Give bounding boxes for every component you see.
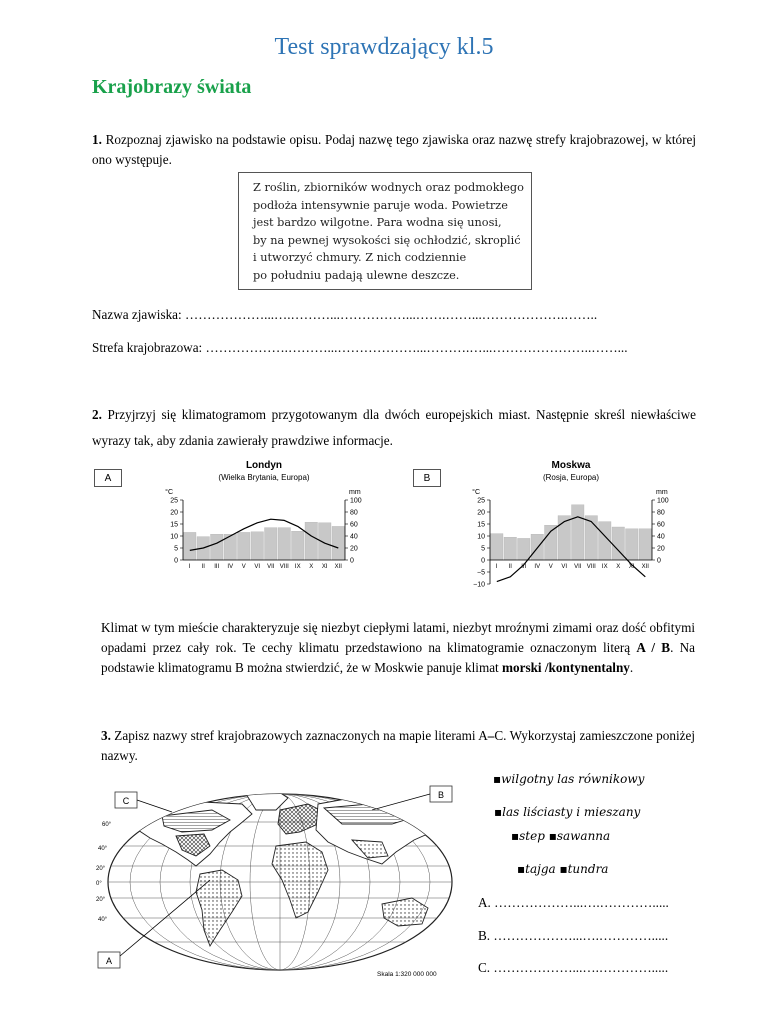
chart-letter-b: B [413, 469, 441, 487]
question-text: Zapisz nazwy stref krajobrazowych zaznaczonych na mapie literami A [114, 728, 488, 743]
svg-text:60°: 60° [102, 822, 112, 828]
left-unit: °C [472, 489, 480, 496]
precip-bar [278, 528, 291, 560]
question-text: Rozpoznaj zjawisko na podstawie opisu. Podaj nazwę tego zjawiska oraz nazwę strefy krajobrazowej, w której ono występuje [92, 132, 696, 167]
precip-bar [518, 538, 531, 560]
question-2-statement: Klimat w tym mieście charakteryzuje się niezbyt ciepłymi latami, niezbyt mroźnymi zimami oraz dość obfitymi opadami przez cały rok. Te cechy klimatu przedstawiono na klimatogramie oznaczonym literą A / B. Na podstawie klimatogramu B można stwierdzić, że w Moskwie panuje klimat morski /kontynentalny. [101, 620, 695, 675]
left-tick-label: −10 [473, 581, 485, 589]
left-tick-label: 10 [170, 533, 178, 541]
month-label: VI [561, 564, 568, 570]
precip-bar [491, 534, 504, 560]
right-tick-label: 100 [350, 497, 362, 505]
precip-bar [211, 534, 224, 560]
month-label: X [616, 564, 621, 570]
left-tick-label: 20 [477, 509, 485, 517]
question-number: 3. [101, 728, 111, 743]
month-label: II [201, 564, 205, 570]
question-3: 3. Zapisz nazwy stref krajobrazowych zaznaczonych na mapie literami A–C. Wykorzystaj zamieszczone poniżej nazwy. [101, 728, 695, 763]
left-tick-label: 15 [170, 521, 178, 529]
answer-field-c[interactable]: C. ………………...….…………..... [478, 960, 669, 975]
svg-text:40°: 40° [98, 917, 108, 923]
right-unit: mm [349, 489, 361, 496]
month-label: III [521, 564, 527, 570]
left-tick-label: 0 [174, 557, 178, 565]
precip-bar [184, 532, 197, 560]
left-tick-label: 20 [170, 509, 178, 517]
box-line: by na pewnej wysokości się ochłodzić, skroplić [253, 233, 521, 247]
precip-bar [292, 531, 305, 560]
month-label: IV [534, 564, 541, 570]
page-title: Test sprawdzający kl.5 [274, 34, 494, 60]
box-line: i utworzyć chmury. Z nich codziennie [253, 251, 467, 265]
answer-field-phenomenon[interactable]: Nazwa zjawiska: ………………...….………...……………...…….……...……………….…….. [92, 307, 598, 322]
right-tick-label: 40 [657, 533, 665, 541]
right-tick-label: 80 [350, 509, 358, 517]
left-unit: °C [165, 489, 173, 496]
month-label: IX [294, 564, 301, 570]
month-label: IV [227, 564, 234, 570]
right-tick-label: 0 [657, 557, 661, 565]
svg-text:C: C [122, 796, 130, 806]
chart-subtitle: (Rosja, Europa) [542, 473, 600, 482]
svg-text:20°: 20° [96, 866, 106, 872]
description-box [238, 172, 532, 290]
left-tick-label: 15 [477, 521, 485, 529]
answer-field-a[interactable]: A. ………………...….…………..... [478, 895, 669, 910]
right-tick-label: 60 [350, 521, 358, 529]
chart-title: Moskwa [551, 460, 591, 471]
precip-bar [531, 534, 544, 560]
answer-field-b[interactable]: B. ………………...….…………..... [478, 928, 669, 943]
map-scale: Skala 1:320 000 000 [377, 971, 437, 978]
month-label: I [495, 564, 498, 570]
month-label: V [548, 564, 553, 570]
month-label: VIII [279, 564, 289, 570]
month-label: VII [267, 564, 275, 570]
month-label: II [508, 564, 512, 570]
month-label: VII [574, 564, 582, 570]
left-tick-label: 10 [477, 533, 485, 541]
legend-item: ▪tajga ▪tundra [517, 862, 609, 876]
month-label: V [241, 564, 246, 570]
precip-bar [504, 537, 517, 560]
precip-bar [238, 532, 251, 560]
svg-text:0°: 0° [96, 881, 102, 887]
right-unit: mm [656, 489, 668, 496]
box-line: podłoża intensywnie paruje woda. Powietrze [253, 198, 508, 212]
choice-climate[interactable]: morski /kontynentalny [502, 660, 630, 675]
month-label: I [188, 564, 191, 570]
right-tick-label: 0 [350, 557, 354, 565]
chart-subtitle: (Wielka Brytania, Europa) [218, 473, 310, 482]
precip-bar [626, 529, 639, 560]
svg-text:20°: 20° [96, 897, 106, 903]
month-label: XII [334, 564, 342, 570]
month-label: XI [321, 564, 328, 570]
legend-item: ▪step ▪sawanna [511, 829, 611, 843]
question-2 [92, 402, 696, 454]
right-tick-label: 80 [657, 509, 665, 517]
month-label: VIII [586, 564, 596, 570]
world-map [92, 780, 468, 980]
left-tick-label: 5 [174, 545, 178, 553]
choice-a-b[interactable]: A / B [636, 640, 671, 655]
month-label: X [309, 564, 314, 570]
legend-item: ▪wilgotny las równikowy [493, 772, 645, 786]
month-label: XI [628, 564, 635, 570]
left-tick-label: 25 [477, 497, 485, 505]
question-text: Przyjrzyj się klimatogramom przygotowanym dla dwóch europejskich miast. Następnie skreśl niewłaściwe wyrazy tak, aby zdania zawierały prawdziwe informacje. [92, 407, 696, 448]
right-tick-label: 20 [657, 545, 665, 553]
precip-bar [572, 505, 585, 560]
chart-title: Londyn [245, 460, 283, 471]
question-1: 1. Rozpoznaj zjawisko na podstawie opisu. Podaj nazwę tego zjawiska oraz nazwę strefy krajobrazowej, w której ono występuje. [92, 132, 696, 167]
precip-bar [265, 528, 278, 560]
right-tick-label: 100 [657, 497, 669, 505]
svg-text:A: A [105, 956, 113, 966]
answer-field-zone[interactable]: Strefa krajobrazowa: ……………….………...………………...……….…...…………………..……... [92, 340, 628, 355]
left-tick-label: 25 [170, 497, 178, 505]
month-label: III [214, 564, 220, 570]
chart-letter-a: A [94, 469, 122, 487]
left-tick-label: 5 [481, 545, 485, 553]
precip-bar [639, 529, 652, 560]
svg-text:B: B [437, 790, 445, 800]
question-number: 2. [92, 407, 102, 422]
box-line: po południu padają ulewne deszcze. [253, 268, 460, 282]
section-title: Krajobrazy świata [92, 76, 252, 98]
question-number: 1. [92, 132, 102, 147]
precip-bar [305, 522, 318, 560]
left-tick-label: 0 [481, 557, 485, 565]
right-tick-label: 20 [350, 545, 358, 553]
right-tick-label: 40 [350, 533, 358, 541]
month-label: XII [641, 564, 649, 570]
box-line: jest bardzo wilgotne. Para wodna się unosi, [253, 216, 502, 230]
climate-chart-moscow [448, 456, 678, 608]
svg-text:40°: 40° [98, 846, 108, 852]
left-tick-label: −5 [477, 569, 485, 577]
precip-bar [545, 525, 558, 560]
precip-bar [332, 526, 345, 560]
legend-item: ▪las liściasty i mieszany [494, 805, 641, 819]
box-line: Z roślin, zbiorników wodnych oraz podmokłego [253, 181, 524, 194]
precip-bar [251, 532, 264, 560]
month-label: VI [254, 564, 261, 570]
month-label: IX [601, 564, 608, 570]
right-tick-label: 60 [657, 521, 665, 529]
climate-chart-london [150, 456, 380, 586]
